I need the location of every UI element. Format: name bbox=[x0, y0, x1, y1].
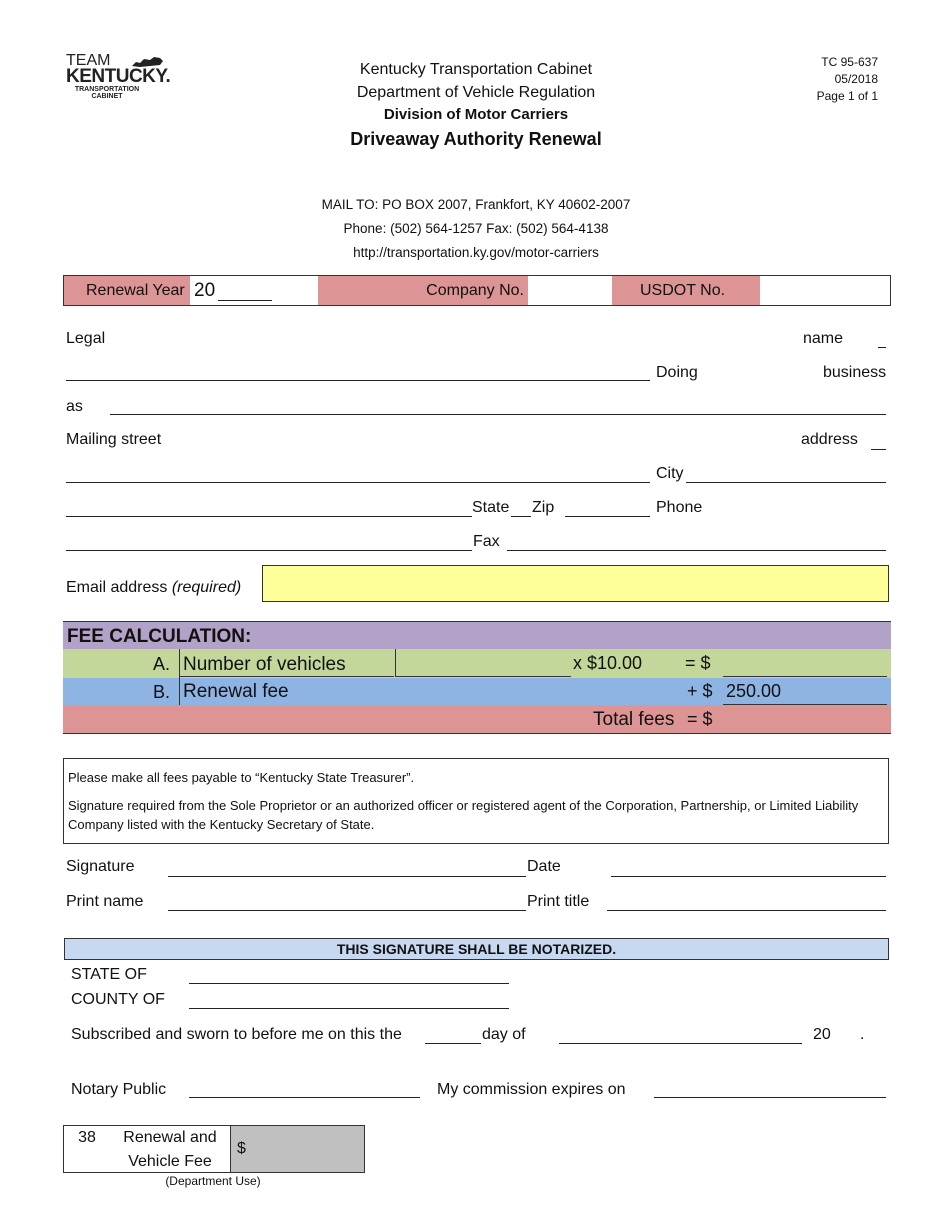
renewal-year-label: Renewal Year bbox=[86, 282, 185, 299]
team-kentucky-logo bbox=[66, 52, 171, 100]
fee-description-line2: Vehicle Fee bbox=[128, 1153, 212, 1170]
phone-label: Phone bbox=[656, 499, 703, 516]
row-b-letter: B. bbox=[153, 682, 171, 702]
name-label: name bbox=[803, 330, 844, 347]
mail-address: MAIL TO: PO BOX 2007, Frankfort, KY 40602-2007 bbox=[321, 197, 631, 212]
business-label: business bbox=[823, 364, 887, 381]
print-title-input[interactable] bbox=[607, 910, 886, 911]
logo-sub-2: CABINET bbox=[91, 93, 123, 100]
department-amount-field[interactable]: $ bbox=[230, 1126, 364, 1172]
row-a-divider bbox=[179, 649, 180, 678]
print-name-label: Print name bbox=[66, 893, 144, 910]
row-b-plus: + $ bbox=[687, 681, 713, 701]
row-a-equals: = $ bbox=[685, 653, 711, 673]
payment-notice-box bbox=[63, 758, 889, 844]
fax-input[interactable] bbox=[507, 550, 886, 551]
form-title: Driveaway Authority Renewal bbox=[350, 129, 602, 149]
legal-name-tail-line bbox=[878, 347, 886, 348]
mailing-street-input[interactable] bbox=[66, 482, 650, 483]
total-fees-input[interactable] bbox=[723, 705, 889, 733]
city-label: City bbox=[656, 465, 684, 482]
form-date: 05/2018 bbox=[834, 72, 878, 86]
department-use-box bbox=[63, 1125, 365, 1173]
fee-calculation-heading: FEE CALCULATION: bbox=[63, 621, 891, 649]
dba-input[interactable] bbox=[110, 414, 886, 415]
website-url: http://transportation.ky.gov/motor-carriers bbox=[353, 245, 599, 260]
usdot-cell bbox=[612, 276, 760, 305]
row-a-label-underline bbox=[180, 676, 394, 677]
address-tail-line bbox=[871, 449, 886, 450]
row-a-label: Number of vehicles bbox=[183, 654, 346, 675]
page-number: Page 1 of 1 bbox=[816, 89, 878, 103]
as-label: as bbox=[66, 398, 83, 415]
notary-public-input[interactable] bbox=[189, 1097, 420, 1098]
signature-requirement-note: Signature required from the Sole Proprietor or an authorized officer or registered agent of the Corporation, Partnership, or Limited Liability Company listed with the Kentucky Secretary of State. bbox=[68, 798, 859, 832]
email-label-text: Email address bbox=[66, 579, 168, 596]
subscribed-label: Subscribed and sworn to before me on this the bbox=[71, 1026, 402, 1043]
vehicle-count-input[interactable] bbox=[395, 649, 571, 677]
county-of-label: COUNTY OF bbox=[71, 991, 165, 1008]
kentucky-state-icon bbox=[130, 56, 164, 68]
department-use-caption: (Department Use) bbox=[165, 1174, 261, 1188]
email-label bbox=[66, 579, 241, 597]
total-fees-label: Total fees bbox=[593, 709, 675, 730]
total-fees-equals: = $ bbox=[687, 709, 713, 729]
state-label: State bbox=[472, 499, 510, 516]
signature-label: Signature bbox=[66, 858, 135, 875]
doing-label: Doing bbox=[656, 364, 698, 381]
fee-total-row bbox=[63, 705, 891, 734]
payable-note: Please make all fees payable to “Kentucky State Treasurer”. bbox=[68, 770, 415, 785]
print-name-input[interactable] bbox=[168, 910, 526, 911]
company-no-cell bbox=[318, 276, 528, 305]
row-a-letter: A. bbox=[153, 654, 171, 674]
fee-description bbox=[110, 1126, 230, 1174]
email-required-note: (required) bbox=[171, 579, 242, 596]
logo-sub-1: TRANSPORTATION bbox=[74, 86, 140, 93]
cabinet-name: Kentucky Transportation Cabinet bbox=[359, 61, 593, 78]
legal-label: Legal bbox=[66, 330, 106, 347]
form-header bbox=[300, 58, 652, 152]
date-input[interactable] bbox=[611, 876, 886, 877]
fee-code: 38 bbox=[78, 1129, 96, 1146]
row-a-amount-input[interactable] bbox=[723, 676, 887, 677]
division-name: Division of Motor Carriers bbox=[383, 106, 569, 123]
address-label: address bbox=[801, 431, 858, 448]
sworn-period: . bbox=[860, 1026, 865, 1043]
commission-label: My commission expires on bbox=[437, 1081, 626, 1098]
renewal-year-input[interactable] bbox=[218, 300, 272, 301]
form-meta bbox=[780, 54, 878, 105]
logo-state-text: KENTUCKY. bbox=[66, 66, 171, 87]
company-no-label: Company No. bbox=[426, 282, 524, 299]
email-input[interactable] bbox=[262, 565, 889, 602]
department-name: Department of Vehicle Regulation bbox=[356, 84, 596, 101]
renewal-year-cell bbox=[64, 276, 190, 305]
mailing-street-label: Mailing street bbox=[66, 431, 162, 448]
signature-input[interactable] bbox=[168, 876, 526, 877]
state-zip-gap-line bbox=[511, 516, 531, 517]
state-of-input[interactable] bbox=[189, 983, 509, 984]
legal-name-input[interactable] bbox=[66, 380, 650, 381]
zip-label: Zip bbox=[532, 499, 555, 516]
row-b-label: Renewal fee bbox=[183, 681, 289, 702]
notarized-banner: THIS SIGNATURE SHALL BE NOTARIZED. bbox=[64, 938, 889, 960]
zip-input[interactable] bbox=[565, 516, 650, 517]
renewal-fee-amount: 250.00 bbox=[726, 681, 782, 701]
year-input[interactable] bbox=[832, 1026, 859, 1046]
fee-row-b bbox=[63, 678, 891, 705]
renewal-year-prefix: 20 bbox=[194, 280, 216, 301]
logo-team-text: TEAM bbox=[66, 52, 111, 69]
fee-description-line1: Renewal and bbox=[123, 1129, 217, 1146]
row-b-divider bbox=[179, 678, 180, 705]
mailing-info bbox=[300, 193, 652, 265]
company-no-input[interactable] bbox=[528, 276, 610, 305]
state-input[interactable] bbox=[66, 516, 472, 517]
county-of-input[interactable] bbox=[189, 1008, 509, 1009]
usdot-input[interactable] bbox=[760, 276, 890, 305]
day-of-label: day of bbox=[482, 1026, 526, 1043]
id-row bbox=[63, 275, 891, 306]
year-prefix: 20 bbox=[813, 1026, 831, 1043]
date-label: Date bbox=[527, 858, 561, 875]
usdot-label: USDOT No. bbox=[640, 282, 726, 299]
commission-expires-input[interactable] bbox=[654, 1097, 886, 1098]
form-number: TC 95-637 bbox=[821, 55, 878, 69]
state-of-label: STATE OF bbox=[71, 966, 147, 983]
fee-row-a bbox=[63, 649, 891, 678]
notary-public-label: Notary Public bbox=[71, 1081, 167, 1098]
fax-label: Fax bbox=[473, 533, 500, 550]
row-a-multiplier: x $10.00 bbox=[573, 653, 643, 673]
phone-input[interactable] bbox=[66, 550, 472, 551]
day-input[interactable] bbox=[425, 1043, 481, 1044]
month-input[interactable] bbox=[559, 1043, 802, 1044]
print-title-label: Print title bbox=[527, 893, 590, 910]
contact-phone: Phone: (502) 564-1257 Fax: (502) 564-4138 bbox=[343, 221, 609, 236]
city-input[interactable] bbox=[686, 482, 886, 483]
